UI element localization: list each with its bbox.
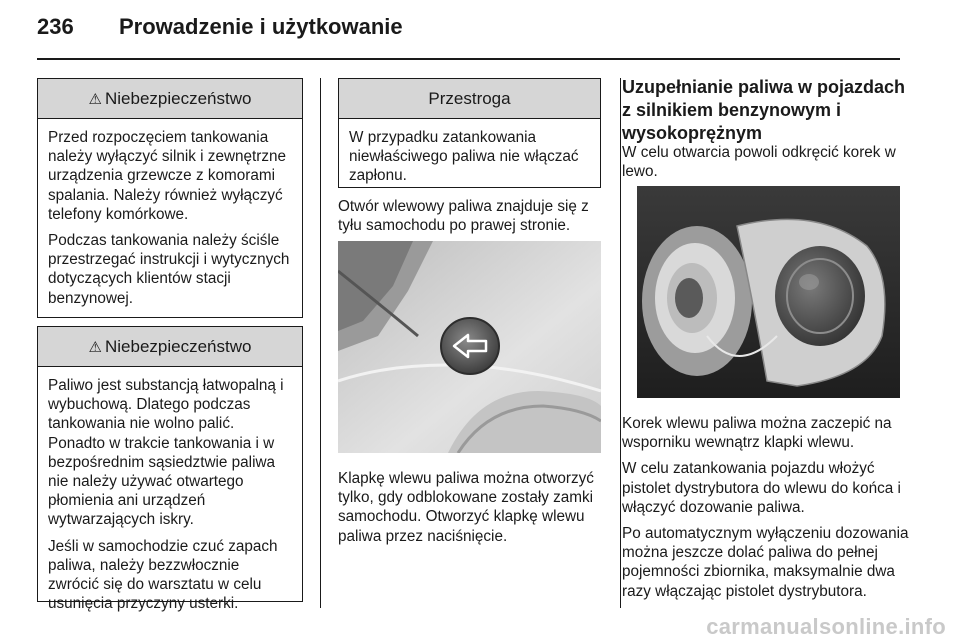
page-title: Prowadzenie i użytkowanie: [119, 14, 403, 39]
fuel-cap-illustration: [637, 186, 900, 398]
paragraph: Klapkę wlewu paliwa można otworzyć tylko, gdy odblokowane zostały zamki samochodu. Otworzyć klapkę wlewu paliwa przez naciśnięcie.: [338, 470, 594, 545]
warning-box-1-paragraph: Podczas tankowania należy ściśle przestrzegać instrukcji i wytycznych dotyczących klientów stacji benzynowej.: [48, 232, 290, 307]
caution-box: [338, 78, 601, 188]
caution-box-body: [339, 119, 600, 199]
warning-box-1-body: [38, 119, 302, 321]
warning-box-2-paragraph: Jeśli w samochodzie czuć zapach paliwa, należy bezzwłocznie zwrócić się do warsztatu w celu usunięcia przyczyny usterki.: [48, 537, 278, 613]
warning-triangle-icon: ⚠: [88, 339, 102, 356]
warning-box-1-title: Niebezpieczeństwo: [104, 89, 252, 108]
column-divider-2: [620, 78, 621, 608]
warning-triangle-icon: ⚠: [88, 91, 102, 108]
paragraph: Otwór wlewowy paliwa znajduje się z tyłu samochodu po prawej stronie.: [338, 198, 589, 235]
section-heading: Uzupełnianie paliwa w pojazdach z silnikiem benzynowym i wysokoprężnym: [622, 77, 906, 143]
warning-box-1-paragraph: Przed rozpoczęciem tankowania należy wyłączyć silnik i zewnętrzne urządzenia grzewcze z komorami spalania. Należy również wyłączyć telefony komórkowe.: [48, 129, 287, 223]
paragraph: W celu zatankowania pojazdu włożyć pistolet dystrybutora do wlewu do końca i włączyć dozowanie paliwa.: [622, 460, 901, 516]
caution-box-title: Przestroga: [428, 89, 511, 108]
paragraph: Korek wlewu paliwa można zaczepić na wsporniku wewnątrz klapki wlewu.: [622, 415, 892, 452]
warning-box-1-header: [38, 79, 302, 119]
paragraph: Po automatycznym wyłączeniu dozowania można jeszcze dolać paliwa do pełnej pojemności zbiornika, maksymalnie dwa razy włączając pistolet dystrybutora.: [622, 525, 909, 600]
warning-box-2-body: [38, 367, 302, 626]
page-number: 236: [37, 14, 74, 39]
column-divider-1: [320, 78, 321, 608]
caution-box-header: [339, 79, 600, 119]
page-header: [37, 14, 403, 40]
unscrew-cap-text: [622, 143, 902, 188]
warning-box-2: [37, 326, 303, 613]
fuel-instructions-text: [622, 414, 912, 608]
paragraph: W celu otwarcia powoli odkręcić korek w lewo.: [622, 144, 896, 181]
fuel-filler-location-text: [338, 197, 604, 242]
warning-box-2-title: Niebezpieczeństwo: [104, 337, 252, 356]
fuel-flap-open-text: [338, 469, 604, 553]
fuel-flap-illustration: [338, 241, 601, 453]
watermark: carmanualsonline.info: [706, 614, 946, 639]
warning-box-2-paragraph: Paliwo jest substancją łatwopalną i wybuchową. Dlatego podczas tankowania nie wolno palić. Ponadto w trakcie tankowania i w bezpośrednim sąsiedztwie paliwa nie należy używać otwartego płomienia ani urządzeń wytwarzających iskry.: [48, 377, 284, 529]
caution-box-text: W przypadku zatankowania niewłaściwego paliwa nie włączać zapłonu.: [349, 129, 579, 185]
header-rule: [37, 58, 900, 60]
warning-box-1: [37, 78, 303, 318]
warning-box-2-header: [38, 327, 302, 367]
